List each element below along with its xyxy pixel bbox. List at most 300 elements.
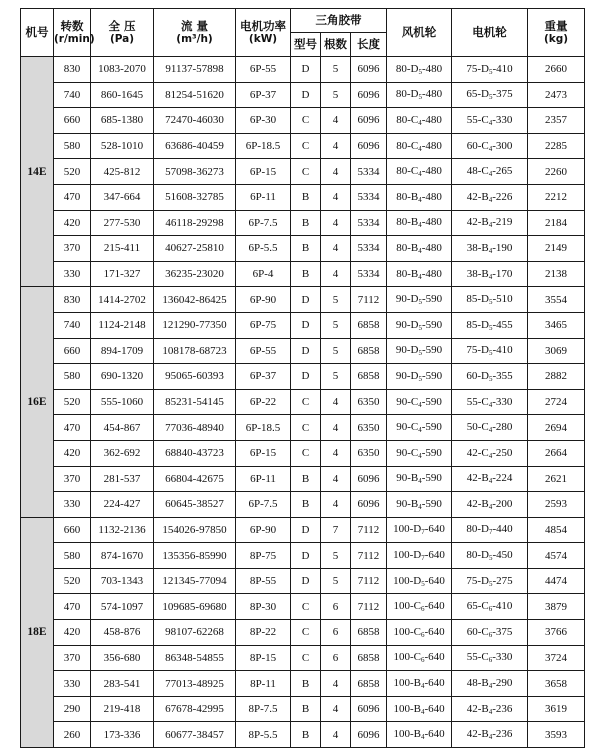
cell-speed: 660 bbox=[54, 108, 91, 134]
cell-belt-length: 6096 bbox=[351, 722, 387, 748]
cell-belt-length: 6096 bbox=[351, 108, 387, 134]
cell-speed: 740 bbox=[54, 82, 91, 108]
cell-fan-pulley-prefix: 90-C bbox=[396, 446, 419, 459]
cell-weight: 4474 bbox=[528, 568, 585, 594]
cell-fan-pulley-prefix: 100-B bbox=[393, 728, 421, 741]
cell-fan-pulley-size: -480 bbox=[421, 241, 442, 254]
cell-speed: 520 bbox=[54, 159, 91, 185]
cell-fan-pulley-subscript: 4 bbox=[418, 170, 422, 179]
header-flow: 流 量 (m³/h) bbox=[154, 9, 236, 57]
cell-fan-pulley bbox=[387, 645, 452, 671]
cell-motor-pulley-subscript: 5 bbox=[489, 298, 493, 307]
cell-fan-pulley bbox=[387, 415, 452, 441]
cell-fan-pulley-size: -640 bbox=[424, 702, 445, 715]
cell-belt-type: D bbox=[291, 287, 321, 313]
cell-motor-pulley-subscript: 6 bbox=[488, 605, 493, 614]
cell-motor-pulley bbox=[452, 517, 528, 543]
cell-fan-pulley bbox=[387, 210, 452, 236]
model-group-label: 18E bbox=[21, 517, 54, 747]
cell-belt-type: C bbox=[291, 594, 321, 620]
cell-fan-pulley-size: -590 bbox=[421, 497, 442, 510]
cell-motor-pulley bbox=[452, 210, 528, 236]
cell-fan-pulley-subscript: 5 bbox=[418, 93, 422, 102]
cell-motor-pulley-subscript: 4 bbox=[488, 733, 493, 742]
cell-fan-pulley-subscript: 5 bbox=[418, 298, 422, 307]
cell-motor-pulley-subscript: 5 bbox=[489, 349, 493, 358]
cell-motor-pulley-prefix: 60-C bbox=[466, 139, 489, 152]
cell-motor-pulley-prefix: 42-B bbox=[466, 216, 489, 229]
cell-power: 6P-5.5 bbox=[236, 236, 291, 262]
cell-motor-pulley bbox=[452, 543, 528, 569]
cell-pressure: 1414-2702 bbox=[91, 287, 154, 313]
cell-motor-pulley-size: -375 bbox=[492, 88, 513, 101]
cell-belt-type: D bbox=[291, 338, 321, 364]
cell-motor-pulley-prefix: 38-B bbox=[466, 267, 489, 280]
cell-weight: 3879 bbox=[528, 594, 585, 620]
cell-fan-pulley bbox=[387, 133, 452, 159]
cell-motor-pulley-prefix: 75-D bbox=[466, 62, 489, 75]
table-row bbox=[21, 517, 585, 543]
cell-belt-type: B bbox=[291, 261, 321, 287]
cell-motor-pulley bbox=[452, 364, 528, 390]
cell-weight: 2138 bbox=[528, 261, 585, 287]
cell-fan-pulley bbox=[387, 722, 452, 748]
cell-pressure: 219-418 bbox=[91, 696, 154, 722]
cell-fan-pulley-prefix: 90-B bbox=[396, 472, 419, 485]
cell-fan-pulley-subscript: 5 bbox=[418, 323, 422, 332]
cell-motor-pulley-subscript: 4 bbox=[488, 221, 493, 230]
cell-fan-pulley-subscript: 5 bbox=[421, 579, 425, 588]
cell-belt-count: 5 bbox=[321, 312, 351, 338]
cell-pressure: 173-336 bbox=[91, 722, 154, 748]
cell-motor-pulley-size: -375 bbox=[492, 625, 513, 638]
cell-motor-pulley-prefix: 48-B bbox=[466, 677, 489, 690]
cell-speed: 470 bbox=[54, 184, 91, 210]
cell-power: 6P-18.5 bbox=[236, 415, 291, 441]
cell-motor-pulley-prefix: 42-B bbox=[466, 190, 489, 203]
cell-belt-count: 5 bbox=[321, 82, 351, 108]
cell-belt-length: 6350 bbox=[351, 415, 387, 441]
cell-belt-count: 4 bbox=[321, 210, 351, 236]
cell-weight: 2882 bbox=[528, 364, 585, 390]
table-row bbox=[21, 287, 585, 313]
cell-motor-pulley-prefix: 60-C bbox=[466, 625, 489, 638]
header-belt-type: 型号 bbox=[291, 33, 321, 57]
cell-speed: 470 bbox=[54, 415, 91, 441]
cell-speed: 420 bbox=[54, 620, 91, 646]
cell-fan-pulley-subscript: 4 bbox=[420, 733, 425, 742]
cell-speed: 830 bbox=[54, 287, 91, 313]
cell-motor-pulley-size: -219 bbox=[492, 216, 513, 229]
cell-belt-count: 4 bbox=[321, 261, 351, 287]
cell-motor-pulley-prefix: 38-B bbox=[466, 241, 489, 254]
cell-fan-pulley-subscript: 6 bbox=[420, 656, 425, 665]
cell-belt-length: 5334 bbox=[351, 184, 387, 210]
cell-motor-pulley-subscript: 4 bbox=[488, 400, 493, 409]
cell-motor-pulley-prefix: 75-D bbox=[466, 344, 489, 357]
cell-belt-count: 4 bbox=[321, 236, 351, 262]
cell-motor-pulley bbox=[452, 492, 528, 518]
cell-pressure: 555-1060 bbox=[91, 389, 154, 415]
cell-belt-count: 6 bbox=[321, 620, 351, 646]
cell-belt-count: 4 bbox=[321, 492, 351, 518]
cell-weight: 3766 bbox=[528, 620, 585, 646]
table-row bbox=[21, 492, 585, 518]
cell-fan-pulley-prefix: 100-C bbox=[393, 651, 421, 664]
cell-motor-pulley bbox=[452, 108, 528, 134]
cell-pressure: 528-1010 bbox=[91, 133, 154, 159]
cell-belt-count: 4 bbox=[321, 696, 351, 722]
cell-belt-count: 4 bbox=[321, 159, 351, 185]
cell-pressure: 1124-2148 bbox=[91, 312, 154, 338]
cell-fan-pulley-size: -640 bbox=[424, 728, 445, 741]
cell-flow: 98107-62268 bbox=[154, 620, 236, 646]
cell-fan-pulley-subscript: 7 bbox=[421, 528, 425, 537]
cell-speed: 330 bbox=[54, 671, 91, 697]
cell-belt-length: 7112 bbox=[351, 517, 387, 543]
table-row bbox=[21, 671, 585, 697]
cell-fan-pulley bbox=[387, 312, 452, 338]
cell-motor-pulley-prefix: 42-B bbox=[466, 472, 489, 485]
cell-motor-pulley-subscript: 6 bbox=[488, 630, 493, 639]
cell-weight: 2260 bbox=[528, 159, 585, 185]
table-body bbox=[21, 57, 585, 748]
cell-fan-pulley-prefix: 90-B bbox=[396, 497, 419, 510]
table-row bbox=[21, 236, 585, 262]
cell-power: 8P-11 bbox=[236, 671, 291, 697]
cell-belt-count: 7 bbox=[321, 517, 351, 543]
table-row bbox=[21, 210, 585, 236]
cell-motor-pulley bbox=[452, 287, 528, 313]
cell-motor-pulley bbox=[452, 696, 528, 722]
cell-power: 6P-55 bbox=[236, 57, 291, 83]
cell-fan-pulley-subscript: 4 bbox=[420, 707, 425, 716]
cell-weight: 2593 bbox=[528, 492, 585, 518]
cell-motor-pulley-subscript: 4 bbox=[488, 272, 493, 281]
cell-motor-pulley-subscript: 4 bbox=[488, 451, 493, 460]
header-model: 机号 bbox=[21, 9, 54, 57]
cell-fan-pulley-subscript: 5 bbox=[418, 374, 422, 383]
cell-belt-count: 4 bbox=[321, 415, 351, 441]
table-row bbox=[21, 184, 585, 210]
cell-fan-pulley-size: -480 bbox=[421, 113, 442, 126]
cell-belt-length: 6350 bbox=[351, 440, 387, 466]
cell-fan-pulley bbox=[387, 620, 452, 646]
cell-fan-pulley-size: -480 bbox=[422, 88, 443, 101]
cell-belt-type: C bbox=[291, 389, 321, 415]
cell-belt-length: 7112 bbox=[351, 594, 387, 620]
cell-belt-count: 4 bbox=[321, 184, 351, 210]
cell-weight: 2149 bbox=[528, 236, 585, 262]
cell-motor-pulley-prefix: 75-D bbox=[466, 574, 489, 587]
cell-fan-pulley-prefix: 90-C bbox=[396, 421, 419, 434]
cell-flow: 60677-38457 bbox=[154, 722, 236, 748]
cell-power: 6P-90 bbox=[236, 517, 291, 543]
cell-weight: 2694 bbox=[528, 415, 585, 441]
cell-fan-pulley-size: -590 bbox=[421, 446, 442, 459]
cell-speed: 370 bbox=[54, 466, 91, 492]
cell-fan-pulley-subscript: 4 bbox=[418, 477, 422, 486]
cell-motor-pulley-size: -440 bbox=[492, 523, 513, 536]
cell-fan-pulley-size: -480 bbox=[421, 165, 442, 178]
cell-belt-length: 6096 bbox=[351, 82, 387, 108]
table-row bbox=[21, 389, 585, 415]
cell-motor-pulley-subscript: 5 bbox=[489, 374, 493, 383]
cell-motor-pulley-subscript: 5 bbox=[489, 67, 493, 76]
cell-belt-count: 5 bbox=[321, 338, 351, 364]
cell-motor-pulley-prefix: 85-D bbox=[466, 318, 489, 331]
cell-motor-pulley-prefix: 60-D bbox=[466, 369, 489, 382]
cell-pressure: 224-427 bbox=[91, 492, 154, 518]
cell-pressure: 425-812 bbox=[91, 159, 154, 185]
cell-belt-count: 4 bbox=[321, 671, 351, 697]
cell-fan-pulley bbox=[387, 492, 452, 518]
cell-fan-pulley-prefix: 80-B bbox=[396, 267, 419, 280]
cell-motor-pulley bbox=[452, 466, 528, 492]
cell-speed: 740 bbox=[54, 312, 91, 338]
cell-weight: 2724 bbox=[528, 389, 585, 415]
cell-pressure: 894-1709 bbox=[91, 338, 154, 364]
cell-fan-pulley bbox=[387, 261, 452, 287]
cell-motor-pulley-size: -355 bbox=[492, 369, 513, 382]
cell-belt-type: C bbox=[291, 440, 321, 466]
cell-fan-pulley-size: -480 bbox=[421, 139, 442, 152]
cell-fan-pulley-size: -640 bbox=[424, 574, 445, 587]
cell-flow: 91137-57898 bbox=[154, 57, 236, 83]
cell-motor-pulley bbox=[452, 440, 528, 466]
cell-fan-pulley bbox=[387, 364, 452, 390]
cell-fan-pulley bbox=[387, 440, 452, 466]
header-pressure-unit: (Pa) bbox=[109, 32, 135, 45]
cell-flow: 77036-48940 bbox=[154, 415, 236, 441]
cell-fan-pulley-prefix: 100-C bbox=[393, 625, 421, 638]
cell-fan-pulley-size: -640 bbox=[424, 549, 445, 562]
cell-fan-pulley-prefix: 90-D bbox=[395, 293, 419, 306]
cell-flow: 86348-54855 bbox=[154, 645, 236, 671]
cell-fan-pulley bbox=[387, 543, 452, 569]
cell-motor-pulley-prefix: 65-D bbox=[466, 88, 489, 101]
cell-pressure: 215-411 bbox=[91, 236, 154, 262]
cell-belt-length: 6858 bbox=[351, 620, 387, 646]
header-pressure: 全 压 (Pa) bbox=[91, 9, 154, 57]
cell-flow: 66804-42675 bbox=[154, 466, 236, 492]
cell-fan-pulley-subscript: 4 bbox=[420, 682, 425, 691]
cell-flow: 95065-60393 bbox=[154, 364, 236, 390]
cell-motor-pulley-size: -330 bbox=[492, 651, 513, 664]
cell-belt-type: B bbox=[291, 466, 321, 492]
cell-pressure: 171-327 bbox=[91, 261, 154, 287]
cell-belt-count: 6 bbox=[321, 645, 351, 671]
cell-belt-type: C bbox=[291, 133, 321, 159]
cell-fan-pulley-size: -480 bbox=[422, 62, 443, 75]
cell-weight: 2212 bbox=[528, 184, 585, 210]
header-flow-unit: (m³/h) bbox=[176, 32, 213, 45]
cell-motor-pulley-size: -410 bbox=[492, 62, 513, 75]
cell-fan-pulley-size: -590 bbox=[422, 318, 443, 331]
cell-motor-pulley-size: -410 bbox=[492, 600, 513, 613]
cell-power: 8P-7.5 bbox=[236, 696, 291, 722]
cell-fan-pulley bbox=[387, 236, 452, 262]
cell-belt-type: B bbox=[291, 184, 321, 210]
cell-power: 6P-22 bbox=[236, 389, 291, 415]
cell-belt-type: D bbox=[291, 543, 321, 569]
cell-belt-type: D bbox=[291, 82, 321, 108]
header-weight: 重量 (kg) bbox=[528, 9, 585, 57]
table-row bbox=[21, 696, 585, 722]
cell-motor-pulley bbox=[452, 312, 528, 338]
cell-power: 6P-75 bbox=[236, 312, 291, 338]
cell-fan-pulley bbox=[387, 517, 452, 543]
cell-motor-pulley-prefix: 55-C bbox=[466, 113, 489, 126]
cell-pressure: 356-680 bbox=[91, 645, 154, 671]
cell-motor-pulley-prefix: 85-D bbox=[466, 293, 489, 306]
cell-fan-pulley-size: -480 bbox=[421, 267, 442, 280]
cell-belt-type: C bbox=[291, 415, 321, 441]
cell-motor-pulley-subscript: 6 bbox=[488, 656, 493, 665]
cell-speed: 420 bbox=[54, 210, 91, 236]
cell-motor-pulley bbox=[452, 236, 528, 262]
cell-belt-length: 6858 bbox=[351, 671, 387, 697]
cell-weight: 3619 bbox=[528, 696, 585, 722]
header-fan-pulley: 风机轮 bbox=[387, 9, 452, 57]
cell-fan-pulley-prefix: 100-C bbox=[393, 600, 421, 613]
cell-power: 8P-5.5 bbox=[236, 722, 291, 748]
cell-pressure: 283-541 bbox=[91, 671, 154, 697]
cell-fan-pulley-subscript: 4 bbox=[418, 221, 422, 230]
cell-motor-pulley-size: -275 bbox=[492, 574, 513, 587]
cell-flow: 36235-23020 bbox=[154, 261, 236, 287]
cell-power: 6P-37 bbox=[236, 364, 291, 390]
cell-belt-length: 7112 bbox=[351, 287, 387, 313]
cell-motor-pulley-size: -280 bbox=[492, 421, 513, 434]
cell-fan-pulley-size: -640 bbox=[424, 523, 445, 536]
cell-belt-count: 4 bbox=[321, 389, 351, 415]
cell-fan-pulley-prefix: 100-B bbox=[393, 702, 421, 715]
cell-fan-pulley bbox=[387, 568, 452, 594]
cell-fan-pulley-prefix: 100-B bbox=[393, 677, 421, 690]
cell-pressure: 362-692 bbox=[91, 440, 154, 466]
cell-belt-count: 5 bbox=[321, 543, 351, 569]
cell-motor-pulley-size: -510 bbox=[492, 293, 513, 306]
cell-motor-pulley-size: -236 bbox=[492, 728, 513, 741]
table-row bbox=[21, 466, 585, 492]
cell-fan-pulley-prefix: 80-D bbox=[395, 88, 419, 101]
cell-fan-pulley-size: -480 bbox=[421, 190, 442, 203]
cell-fan-pulley-prefix: 80-B bbox=[396, 216, 419, 229]
cell-pressure: 703-1343 bbox=[91, 568, 154, 594]
cell-motor-pulley-prefix: 48-C bbox=[466, 165, 489, 178]
table-row bbox=[21, 133, 585, 159]
cell-fan-pulley-size: -480 bbox=[421, 216, 442, 229]
cell-belt-type: B bbox=[291, 722, 321, 748]
table-row bbox=[21, 440, 585, 466]
cell-belt-count: 5 bbox=[321, 287, 351, 313]
cell-belt-length: 7112 bbox=[351, 543, 387, 569]
cell-belt-length: 5334 bbox=[351, 159, 387, 185]
cell-fan-pulley-size: -640 bbox=[424, 625, 445, 638]
cell-belt-type: D bbox=[291, 312, 321, 338]
cell-fan-pulley-prefix: 100-D bbox=[393, 523, 422, 536]
cell-flow: 57098-36273 bbox=[154, 159, 236, 185]
cell-fan-pulley-prefix: 90-D bbox=[395, 344, 419, 357]
cell-belt-count: 5 bbox=[321, 568, 351, 594]
cell-belt-count: 4 bbox=[321, 440, 351, 466]
cell-weight: 3724 bbox=[528, 645, 585, 671]
table-header bbox=[21, 9, 585, 57]
cell-flow: 67678-42995 bbox=[154, 696, 236, 722]
cell-speed: 580 bbox=[54, 364, 91, 390]
cell-motor-pulley-size: -190 bbox=[492, 241, 513, 254]
cell-motor-pulley bbox=[452, 261, 528, 287]
cell-motor-pulley-size: -226 bbox=[492, 190, 513, 203]
header-motor-pulley: 电机轮 bbox=[452, 9, 528, 57]
cell-speed: 370 bbox=[54, 236, 91, 262]
cell-motor-pulley-size: -290 bbox=[492, 677, 513, 690]
cell-motor-pulley bbox=[452, 594, 528, 620]
cell-fan-pulley-subscript: 4 bbox=[418, 502, 422, 511]
cell-fan-pulley-subscript: 4 bbox=[418, 195, 422, 204]
cell-motor-pulley-subscript: 5 bbox=[489, 93, 493, 102]
cell-motor-pulley-size: -410 bbox=[492, 344, 513, 357]
cell-fan-pulley-size: -590 bbox=[421, 395, 442, 408]
cell-power: 6P-11 bbox=[236, 466, 291, 492]
cell-belt-type: D bbox=[291, 364, 321, 390]
table-row bbox=[21, 338, 585, 364]
cell-flow: 81254-51620 bbox=[154, 82, 236, 108]
cell-fan-pulley-subscript: 4 bbox=[418, 426, 422, 435]
cell-motor-pulley bbox=[452, 645, 528, 671]
cell-speed: 520 bbox=[54, 389, 91, 415]
cell-belt-type: B bbox=[291, 210, 321, 236]
header-belt-group: 三角胶带 bbox=[291, 9, 387, 33]
cell-motor-pulley-subscript: 4 bbox=[488, 195, 493, 204]
cell-fan-pulley-prefix: 90-C bbox=[396, 395, 419, 408]
cell-motor-pulley-subscript: 4 bbox=[488, 144, 493, 153]
cell-motor-pulley-subscript: 4 bbox=[488, 118, 493, 127]
cell-motor-pulley-subscript: 4 bbox=[488, 170, 493, 179]
cell-speed: 580 bbox=[54, 543, 91, 569]
cell-belt-type: D bbox=[291, 568, 321, 594]
cell-motor-pulley bbox=[452, 82, 528, 108]
table-row bbox=[21, 108, 585, 134]
cell-belt-length: 6096 bbox=[351, 466, 387, 492]
cell-power: 6P-30 bbox=[236, 108, 291, 134]
cell-motor-pulley-size: -224 bbox=[492, 472, 513, 485]
cell-motor-pulley-prefix: 42-B bbox=[466, 497, 489, 510]
cell-fan-pulley-subscript: 7 bbox=[421, 554, 425, 563]
cell-fan-pulley bbox=[387, 184, 452, 210]
cell-motor-pulley-subscript: 4 bbox=[488, 246, 493, 255]
cell-pressure: 458-876 bbox=[91, 620, 154, 646]
cell-motor-pulley bbox=[452, 184, 528, 210]
cell-weight: 2473 bbox=[528, 82, 585, 108]
cell-power: 8P-75 bbox=[236, 543, 291, 569]
model-group-label: 14E bbox=[21, 57, 54, 287]
cell-motor-pulley bbox=[452, 620, 528, 646]
table-row bbox=[21, 543, 585, 569]
table-row bbox=[21, 722, 585, 748]
cell-speed: 520 bbox=[54, 568, 91, 594]
cell-power: 6P-55 bbox=[236, 338, 291, 364]
cell-speed: 830 bbox=[54, 57, 91, 83]
cell-speed: 260 bbox=[54, 722, 91, 748]
table-row bbox=[21, 568, 585, 594]
cell-motor-pulley bbox=[452, 338, 528, 364]
cell-motor-pulley-size: -265 bbox=[492, 165, 513, 178]
header-power: 电机功率 (kW) bbox=[236, 9, 291, 57]
cell-speed: 370 bbox=[54, 645, 91, 671]
header-speed: 转数 (r/min) bbox=[54, 9, 91, 57]
